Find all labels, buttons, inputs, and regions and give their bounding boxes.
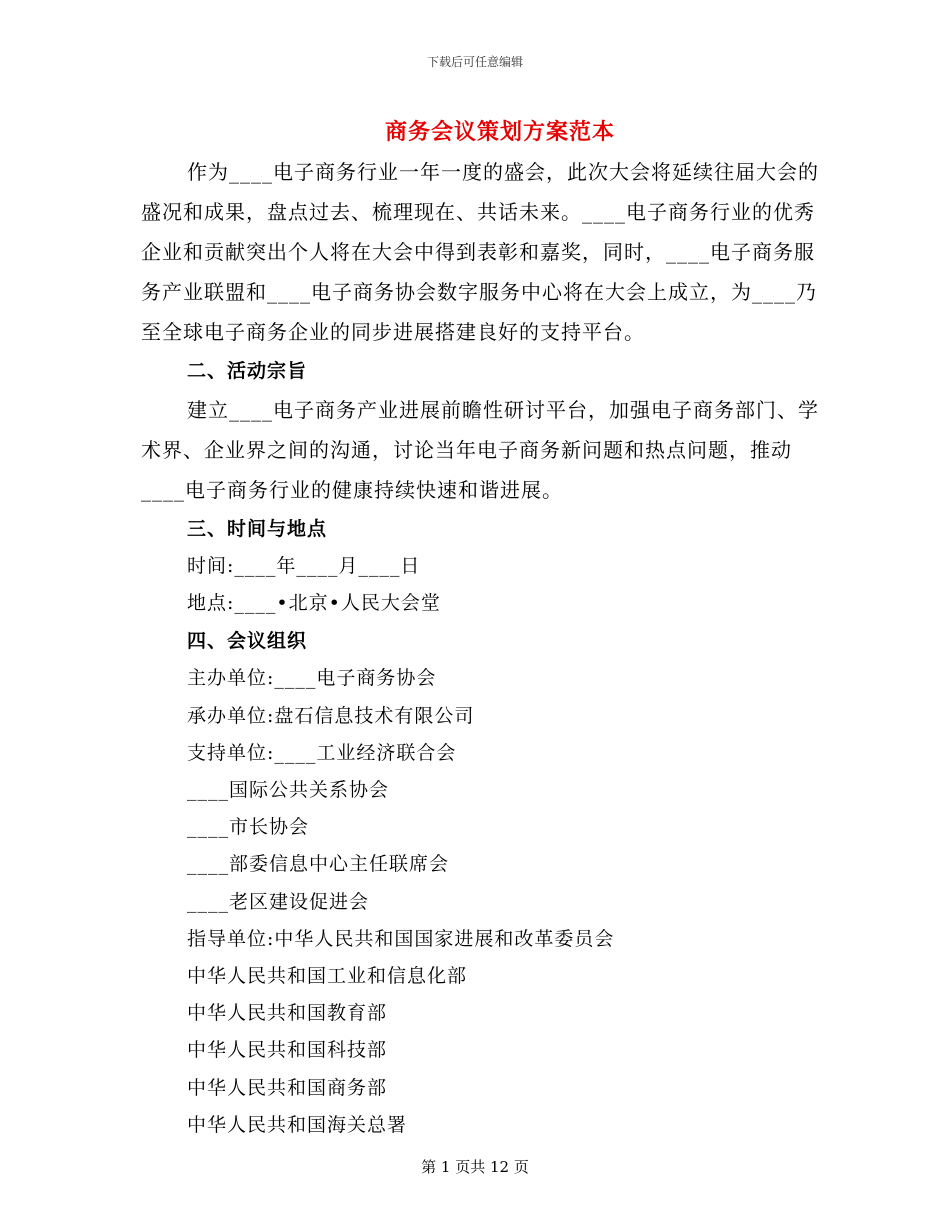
page-number-footer: 第 1 页共 12 页 (421, 1158, 529, 1176)
purpose-paragraph: 建立____电子商务产业进展前瞻性研讨平台，加强电子商务部门、学术界、企业界之间的沟通，讨论当年电子商务新问题和热点问题，推动____电子商务行业的健康持续快速和谐进展。 (141, 398, 819, 502)
section-heading-organization: 四、会议组织 (187, 630, 308, 653)
intro-paragraph: 作为____电子商务行业一年一度的盛会，此次大会将延续往届大会的盛况和成果，盘点过去、梳理现在、共话未来。____电子商务行业的优秀企业和贡献突出个人将在大会中得到表彰和嘉奖，同时，____电子商务服务产业联盟和____电子商务协会数字服务中心将在大会上成立，为____乃至全球电子商务企业的同步进展搭建良好的支持平台。 (141, 160, 819, 344)
organization-line: 中华人民共和国科技部 (187, 1039, 388, 1062)
organization-line: ____老区建设促进会 (187, 890, 370, 913)
organization-line: 指导单位:中华人民共和国国家进展和改革委员会 (187, 927, 615, 950)
document-body (141, 152, 821, 1144)
section-heading-purpose: 二、活动宗旨 (187, 360, 308, 382)
place-line: 地点:____•北京•人民大会堂 (187, 592, 441, 615)
time-line: 时间:____年____月____日 (187, 555, 421, 577)
organization-line: 中华人民共和国工业和信息化部 (187, 965, 468, 988)
organization-line: 支持单位:____工业经济联合会 (187, 741, 457, 764)
organization-line: ____部委信息中心主任联席会 (187, 853, 450, 876)
page-header: 下载后可任意编辑 (426, 55, 523, 69)
organization-line: 主办单位:____电子商务协会 (187, 667, 437, 690)
document-title: 商务会议策划方案范本 (384, 119, 615, 145)
organization-line: ____国际公共关系协会 (187, 779, 390, 802)
organization-line: 中华人民共和国教育部 (187, 1002, 388, 1025)
organization-line: ____市长协会 (187, 816, 310, 839)
organization-line: 承办单位:盘石信息技术有限公司 (187, 704, 475, 727)
section-heading-time-place: 三、时间与地点 (187, 518, 328, 540)
organization-line: 中华人民共和国商务部 (187, 1076, 388, 1099)
organization-line: 中华人民共和国海关总署 (187, 1113, 408, 1136)
